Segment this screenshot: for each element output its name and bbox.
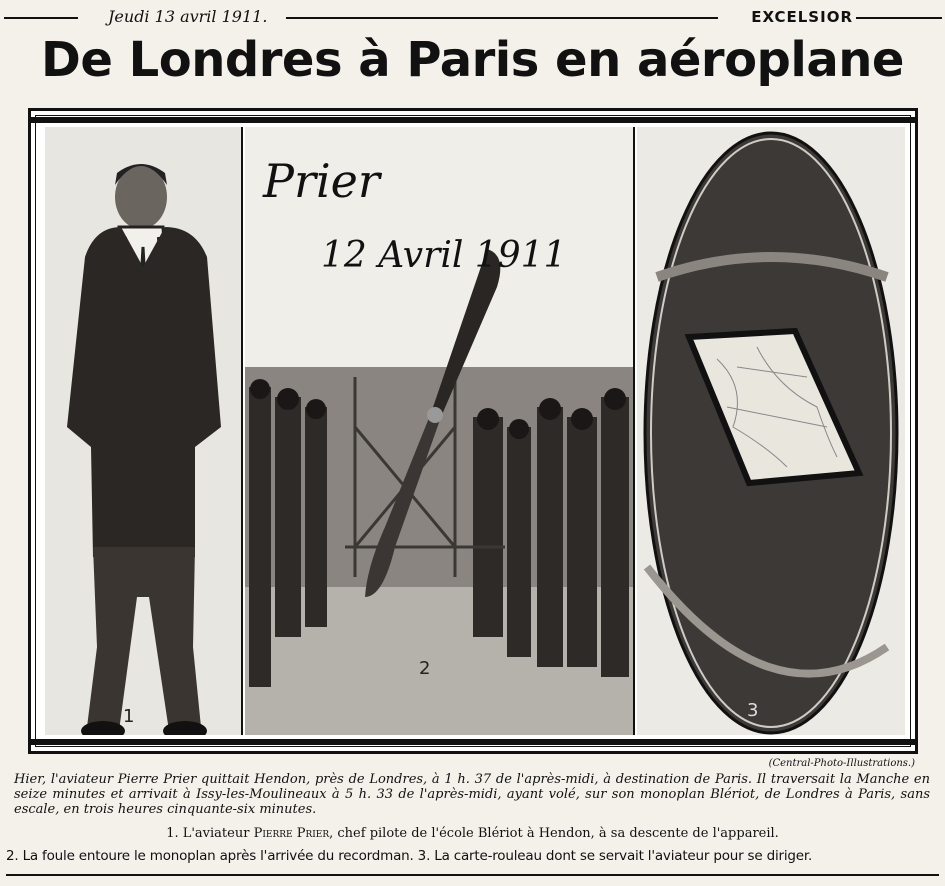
signature-name: Prier (263, 154, 380, 208)
photo-number-1: 1 (123, 706, 135, 727)
photo-number-3: 3 (747, 700, 759, 721)
newspaper-name: EXCELSIOR (751, 8, 853, 26)
panel-separator (241, 127, 243, 735)
legend-item1-prefix: 1. L'aviateur (166, 826, 254, 841)
photo-aviator-portrait (45, 127, 241, 735)
photo-legend-line-2: 2. La foule entoure le monoplan après l'arrivée du recordman. 3. La carte-rouleau dont se servait l'aviateur pour se diriger. (6, 848, 813, 864)
panel-separator (633, 127, 635, 735)
header-rule-left (4, 17, 78, 19)
photo-legend-line-1 (0, 826, 945, 841)
header-rule-right (856, 17, 942, 19)
header-rule-middle (286, 17, 718, 19)
legend-aviator-name: Pierre Prier (253, 826, 330, 841)
headline: De Londres à Paris en aéroplane (41, 32, 904, 88)
issue-date: Jeudi 13 avril 1911. (108, 7, 268, 26)
photo-frame (28, 108, 918, 754)
signature-date: 12 Avril 1911 (321, 235, 567, 276)
photo-map-roll (637, 127, 905, 735)
photo-credit: (Central-Photo-Illustrations.) (768, 758, 915, 769)
crowd-propeller-illustration (245, 127, 633, 735)
photo-crowd-monoplane (245, 127, 633, 735)
bottom-rule (6, 874, 939, 876)
photo-number-2: 2 (419, 658, 431, 679)
frame-bottom-bar (31, 739, 915, 745)
aviator-figure-illustration (45, 127, 241, 735)
frame-top-bar (31, 117, 915, 123)
map-roll-oval-illustration (637, 127, 905, 735)
article-caption: Hier, l'aviateur Pierre Prier quittait Hendon, près de Londres, à 1 h. 37 de l'après-midi, à destination de Paris. Il traversait la Manche en seize minutes et arrivait à Issy-les-Moulineaux à 5 h. 33 de l'après-midi, ayant volé, sur son monoplan Blériot, de Londres à Paris, sans escale, en trois heures cinquante-six minutes. (14, 772, 930, 817)
legend-item1-rest: , chef pilote de l'école Blériot à Hendon, à sa descente de l'appareil. (329, 826, 779, 841)
page-header (0, 4, 945, 30)
